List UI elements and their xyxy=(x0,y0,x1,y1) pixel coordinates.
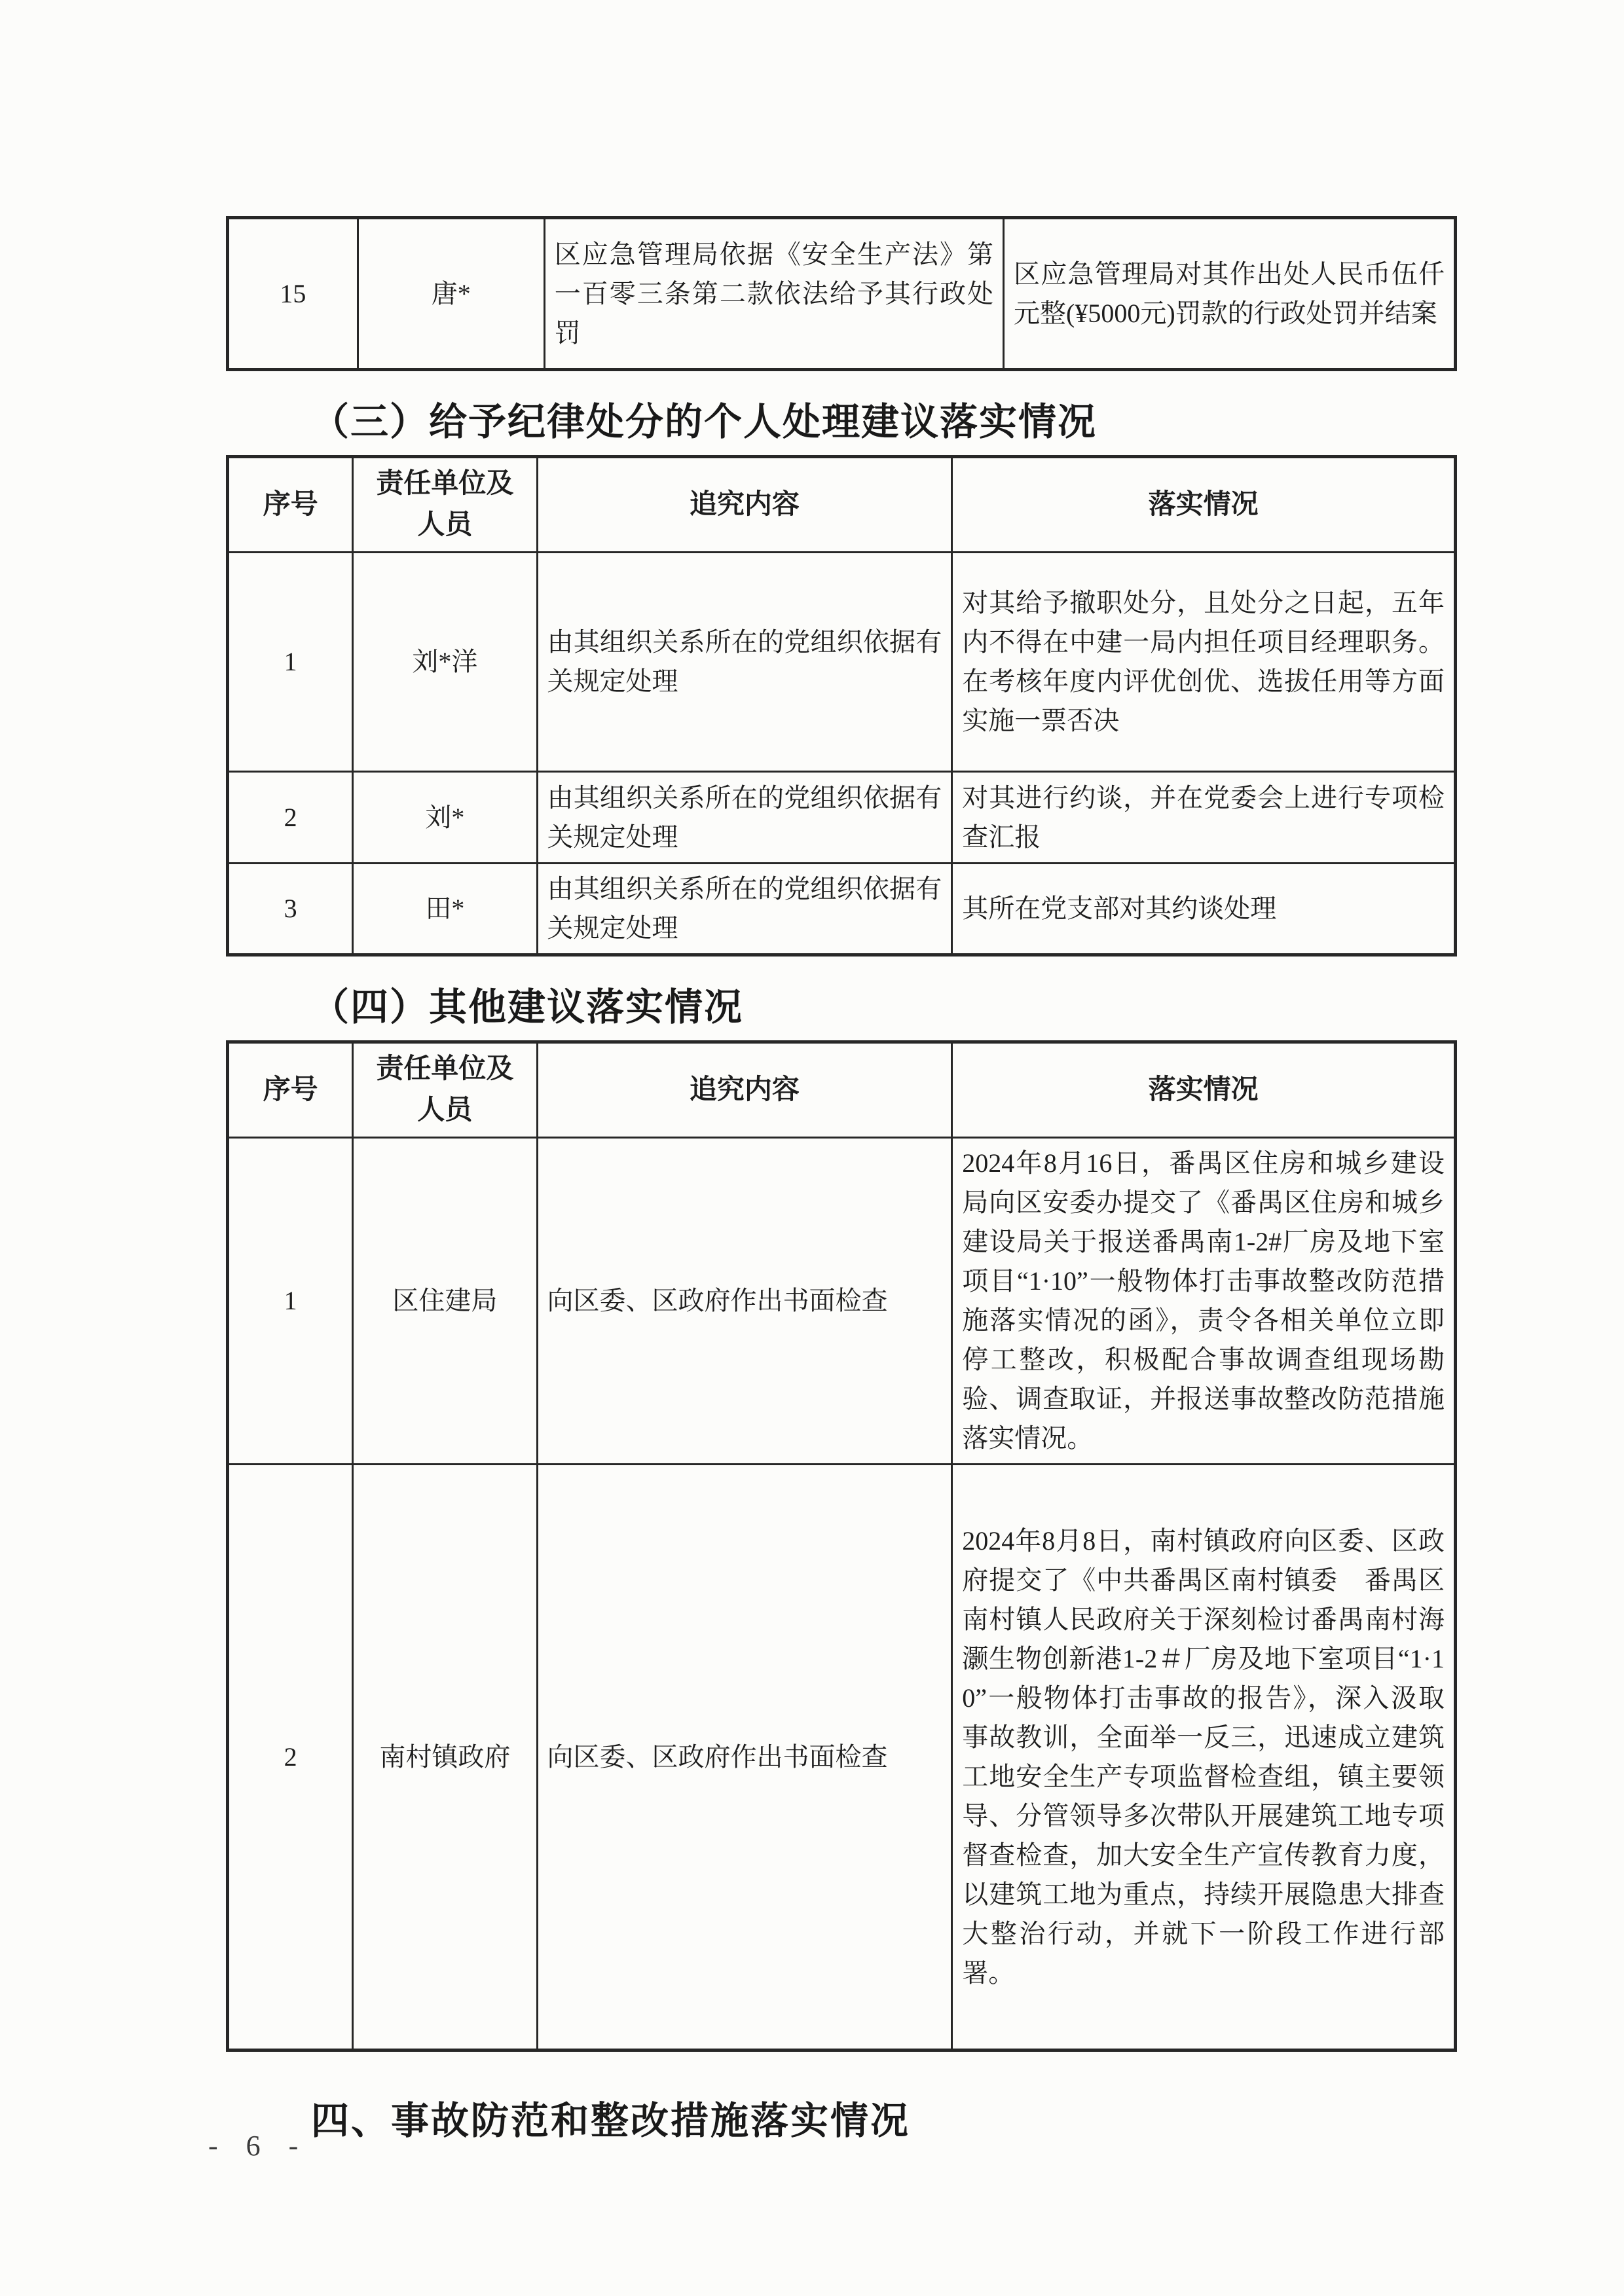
cell-content: 由其组织关系所在的党组织依据有关规定处理 xyxy=(537,553,952,772)
cell-status: 2024年8月16日，番禺区住房和城乡建设局向区安委办提交了《番禺区住房和城乡建设局关于报送番禺南1-2#厂房及地下室项目“1·10”一般物体打击事故整改防范措施落实情况的函》，责令各相关单位立即停工整改，积极配合事故调查组现场勘验、调查取证，并报送事故整改防范措施落实情况。 xyxy=(952,1138,1456,1465)
cell-no: 2 xyxy=(228,772,353,864)
cell-unit: 刘* xyxy=(353,772,537,864)
cell-unit: 唐* xyxy=(358,218,544,370)
cell-status: 区应急管理局对其作出处人民币伍仟元整(¥5000元)罚款的行政处罚并结案 xyxy=(1004,218,1456,370)
table-header-row xyxy=(228,457,1456,553)
section-four-table xyxy=(226,1040,1457,2052)
section-three-table xyxy=(226,455,1457,957)
cell-no: 1 xyxy=(228,553,353,772)
header-content: 追究内容 xyxy=(537,1042,952,1138)
section-three-heading: （三）给予纪律处分的个人处理建议落实情况 xyxy=(311,401,1098,443)
section-four-heading: （四）其他建议落实情况 xyxy=(311,986,744,1029)
header-status: 落实情况 xyxy=(952,457,1456,553)
cell-content: 向区委、区政府作出书面检查 xyxy=(537,1465,952,2050)
cell-content: 由其组织关系所在的党组织依据有关规定处理 xyxy=(537,864,952,955)
cell-no: 3 xyxy=(228,864,353,955)
cell-no: 1 xyxy=(228,1138,353,1465)
carryover-accountability-table xyxy=(226,216,1457,371)
cell-no: 2 xyxy=(228,1465,353,2050)
cell-content: 由其组织关系所在的党组织依据有关规定处理 xyxy=(537,772,952,864)
header-no: 序号 xyxy=(228,1042,353,1138)
cell-unit: 刘*洋 xyxy=(353,553,537,772)
cell-no: 15 xyxy=(228,218,358,370)
cell-unit: 南村镇政府 xyxy=(353,1465,537,2050)
page-number: - 6 - xyxy=(208,2130,309,2162)
header-unit: 责任单位及人员 xyxy=(353,1042,537,1138)
table-row xyxy=(228,553,1456,772)
table-header-row xyxy=(228,1042,1456,1138)
cell-status: 2024年8月8日，南村镇政府向区委、区政府提交了《中共番禺区南村镇委 番禺区南村镇人民政府关于深刻检讨番禺南村海灏生物创新港1-2＃厂房及地下室项目“1·10”一般物体打击事故的报告》，深入汲取事故教训，全面举一反三，迅速成立建筑工地安全生产专项监督检查组，镇主要领导、分管领导多次带队开展建筑工地专项督查检查，加大安全生产宣传教育力度，以建筑工地为重点，持续开展隐患大排查大整治行动，并就下一阶段工作进行部署。 xyxy=(952,1465,1456,2050)
cell-status: 其所在党支部对其约谈处理 xyxy=(952,864,1456,955)
cell-unit: 田* xyxy=(353,864,537,955)
header-content: 追究内容 xyxy=(537,457,952,553)
cell-status: 对其给予撤职处分，且处分之日起，五年内不得在中建一局内担任项目经理职务。在考核年度内评优创优、选拔任用等方面实施一票否决 xyxy=(952,553,1456,772)
header-unit: 责任单位及人员 xyxy=(353,457,537,553)
table-row xyxy=(228,218,1456,370)
cell-unit: 区住建局 xyxy=(353,1138,537,1465)
cell-content: 向区委、区政府作出书面检查 xyxy=(537,1138,952,1465)
section-next-heading: 四、事故防范和整改措施落实情况 xyxy=(311,2100,911,2142)
cell-content: 区应急管理局依据《安全生产法》第一百零三条第二款依法给予其行政处罚 xyxy=(544,218,1003,370)
table-row xyxy=(228,1138,1456,1465)
table-row xyxy=(228,772,1456,864)
table-row xyxy=(228,864,1456,955)
page-content xyxy=(226,216,1457,2154)
header-no: 序号 xyxy=(228,457,353,553)
cell-status: 对其进行约谈，并在党委会上进行专项检查汇报 xyxy=(952,772,1456,864)
table-row xyxy=(228,1465,1456,2050)
header-status: 落实情况 xyxy=(952,1042,1456,1138)
